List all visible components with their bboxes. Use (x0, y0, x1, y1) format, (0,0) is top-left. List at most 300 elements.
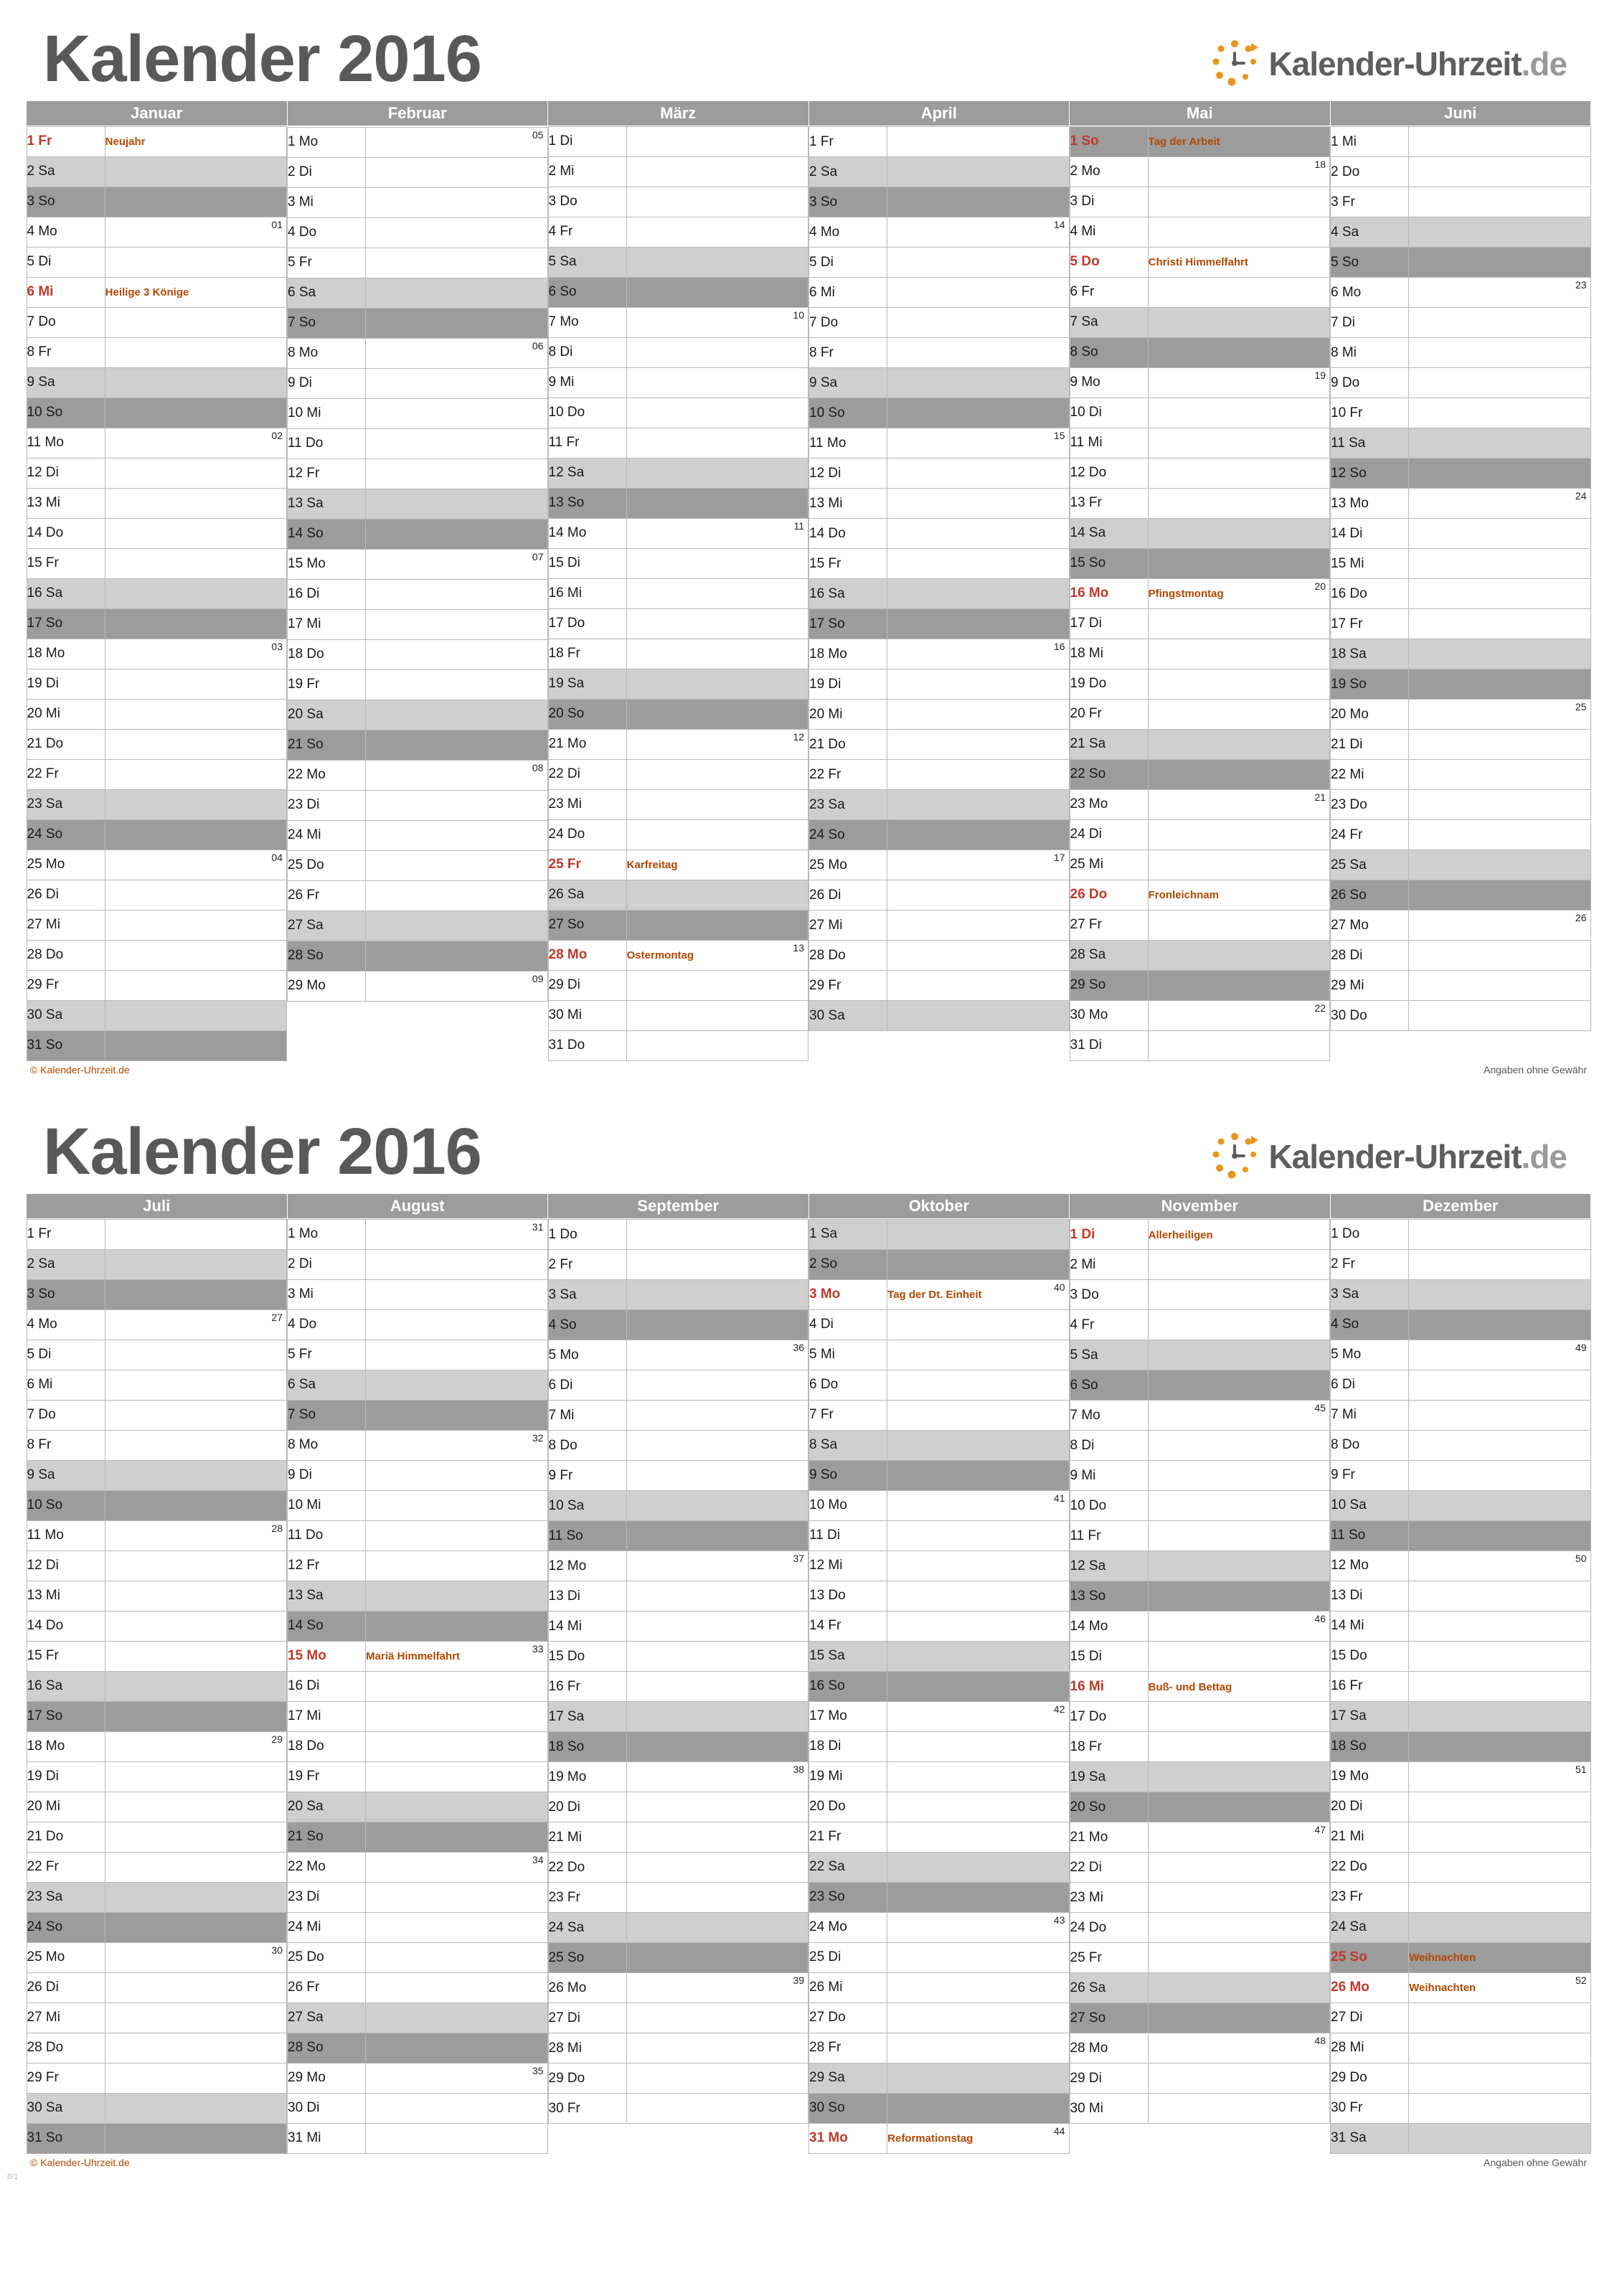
day-note-cell[interactable] (366, 1309, 547, 1340)
day-note-cell[interactable] (1148, 247, 1329, 277)
day-row[interactable] (809, 248, 1070, 278)
day-row[interactable] (1070, 217, 1330, 247)
day-note-cell[interactable] (626, 1642, 808, 1672)
day-row[interactable] (1070, 307, 1330, 337)
day-row[interactable] (809, 669, 1070, 700)
day-row[interactable] (548, 1220, 808, 1250)
day-note-cell[interactable] (626, 940, 808, 970)
day-note-cell[interactable] (887, 2093, 1069, 2123)
day-row[interactable] (1331, 1972, 1591, 2003)
day-note-cell[interactable] (1148, 1521, 1329, 1551)
day-note-cell[interactable] (887, 1340, 1069, 1370)
day-row[interactable] (809, 278, 1070, 308)
day-row[interactable] (1070, 669, 1330, 699)
day-row[interactable] (809, 1972, 1070, 2003)
day-note-cell[interactable] (1148, 1612, 1329, 1642)
day-row[interactable] (548, 367, 808, 397)
day-row[interactable] (1331, 1219, 1591, 1249)
day-row[interactable] (1070, 1702, 1330, 1732)
day-row[interactable] (27, 2063, 287, 2093)
day-row[interactable] (1331, 2063, 1591, 2093)
day-row[interactable] (27, 850, 287, 880)
day-note-cell[interactable] (1148, 2064, 1329, 2094)
day-note-cell[interactable] (626, 458, 808, 488)
day-row[interactable] (809, 1430, 1070, 1460)
day-row[interactable] (27, 1309, 287, 1340)
day-row[interactable] (548, 1491, 808, 1521)
day-row[interactable] (548, 1762, 808, 1792)
day-row[interactable] (1070, 187, 1330, 217)
day-note-cell[interactable] (105, 488, 286, 518)
day-note-cell[interactable] (626, 1370, 808, 1401)
day-row[interactable] (548, 458, 808, 488)
day-row[interactable] (288, 1731, 548, 1761)
day-note-cell[interactable] (887, 248, 1069, 278)
day-row[interactable] (1070, 1431, 1330, 1461)
day-note-cell[interactable] (105, 548, 286, 578)
day-row[interactable] (1331, 609, 1591, 639)
day-row[interactable] (288, 971, 548, 1001)
day-row[interactable] (27, 1340, 287, 1370)
day-note-cell[interactable] (105, 1430, 286, 1460)
day-note-cell[interactable] (887, 820, 1069, 850)
day-note-cell[interactable] (105, 1852, 286, 1882)
day-note-cell[interactable] (626, 2064, 808, 2094)
day-note-cell[interactable] (105, 639, 286, 669)
day-note-cell[interactable] (626, 307, 808, 337)
day-row[interactable] (288, 1761, 548, 1792)
day-row[interactable] (288, 1942, 548, 1972)
day-row[interactable] (27, 1882, 287, 1912)
day-row[interactable] (27, 2033, 287, 2063)
day-row[interactable] (1070, 1822, 1330, 1853)
day-note-cell[interactable] (887, 941, 1069, 971)
day-row[interactable] (1070, 1461, 1330, 1491)
day-row[interactable] (548, 1280, 808, 1310)
day-note-cell[interactable] (366, 1219, 547, 1249)
day-row[interactable] (809, 1581, 1070, 1611)
day-row[interactable] (27, 1761, 287, 1792)
day-row[interactable] (809, 1641, 1070, 1671)
day-row[interactable] (288, 1671, 548, 1701)
day-row[interactable] (288, 1882, 548, 1912)
day-note-cell[interactable] (1409, 1001, 1590, 1031)
day-note-cell[interactable] (366, 700, 547, 730)
day-note-cell[interactable] (626, 367, 808, 397)
day-row[interactable] (27, 759, 287, 789)
day-note-cell[interactable] (1148, 880, 1329, 910)
day-row[interactable] (1331, 1490, 1591, 1520)
day-note-cell[interactable] (626, 247, 808, 277)
day-note-cell[interactable] (1148, 518, 1329, 548)
day-note-cell[interactable] (887, 1792, 1069, 1822)
day-note-cell[interactable] (105, 156, 286, 187)
day-row[interactable] (27, 1942, 287, 1972)
day-note-cell[interactable] (1409, 127, 1590, 157)
day-row[interactable] (27, 1460, 287, 1490)
day-note-cell[interactable] (626, 2033, 808, 2064)
day-row[interactable] (1070, 1000, 1330, 1030)
day-note-cell[interactable] (366, 1671, 547, 1701)
day-row[interactable] (27, 1972, 287, 2003)
day-row[interactable] (1070, 458, 1330, 488)
day-note-cell[interactable] (1148, 1280, 1329, 1310)
day-note-cell[interactable] (366, 880, 547, 911)
day-note-cell[interactable] (1148, 458, 1329, 488)
day-row[interactable] (809, 2003, 1070, 2033)
day-note-cell[interactable] (1148, 307, 1329, 337)
day-note-cell[interactable] (1148, 639, 1329, 669)
day-row[interactable] (288, 489, 548, 519)
day-row[interactable] (548, 1943, 808, 1973)
day-note-cell[interactable] (626, 1250, 808, 1280)
day-note-cell[interactable] (105, 337, 286, 367)
day-note-cell[interactable] (366, 941, 547, 971)
day-note-cell[interactable] (366, 1370, 547, 1400)
day-note-cell[interactable] (887, 971, 1069, 1001)
day-note-cell[interactable] (887, 609, 1069, 639)
day-row[interactable] (548, 2033, 808, 2064)
day-note-cell[interactable] (1409, 519, 1590, 549)
day-row[interactable] (288, 1249, 548, 1279)
day-row[interactable] (548, 699, 808, 729)
day-note-cell[interactable] (366, 338, 547, 368)
day-note-cell[interactable] (1409, 489, 1590, 519)
day-row[interactable] (1331, 1852, 1591, 1882)
day-row[interactable] (288, 1611, 548, 1641)
day-note-cell[interactable] (366, 489, 547, 519)
day-note-cell[interactable] (887, 398, 1069, 428)
day-note-cell[interactable] (1148, 1401, 1329, 1431)
day-note-cell[interactable] (626, 1581, 808, 1612)
day-note-cell[interactable] (1148, 217, 1329, 247)
day-row[interactable] (27, 1430, 287, 1460)
day-note-cell[interactable] (105, 1611, 286, 1641)
day-note-cell[interactable] (1148, 1913, 1329, 1943)
day-note-cell[interactable] (626, 789, 808, 819)
day-row[interactable] (288, 187, 548, 217)
day-note-cell[interactable] (887, 519, 1069, 549)
day-row[interactable] (27, 217, 287, 247)
day-row[interactable] (1331, 1761, 1591, 1792)
day-note-cell[interactable] (626, 277, 808, 307)
day-row[interactable] (809, 850, 1070, 880)
day-row[interactable] (1331, 1641, 1591, 1671)
day-row[interactable] (548, 428, 808, 458)
day-row[interactable] (288, 2003, 548, 2033)
day-row[interactable] (809, 458, 1070, 489)
day-note-cell[interactable] (1409, 1731, 1590, 1761)
day-row[interactable] (809, 398, 1070, 428)
day-row[interactable] (809, 428, 1070, 458)
day-note-cell[interactable] (626, 1491, 808, 1521)
day-note-cell[interactable] (1148, 970, 1329, 1000)
day-note-cell[interactable] (887, 1400, 1069, 1430)
day-note-cell[interactable] (1148, 1431, 1329, 1461)
day-note-cell[interactable] (366, 1972, 547, 2003)
day-note-cell[interactable] (1409, 2123, 1590, 2153)
day-row[interactable] (548, 1792, 808, 1822)
day-row[interactable] (548, 639, 808, 669)
day-note-cell[interactable] (626, 1521, 808, 1551)
day-note-cell[interactable] (1409, 2033, 1590, 2063)
day-row[interactable] (288, 1972, 548, 2003)
day-note-cell[interactable] (105, 1460, 286, 1490)
day-row[interactable] (27, 1279, 287, 1309)
day-note-cell[interactable] (1409, 398, 1590, 428)
day-note-cell[interactable] (366, 368, 547, 398)
day-row[interactable] (1331, 820, 1591, 850)
day-row[interactable] (548, 1913, 808, 1943)
day-note-cell[interactable] (105, 699, 286, 729)
day-note-cell[interactable] (366, 911, 547, 941)
day-row[interactable] (809, 187, 1070, 217)
day-row[interactable] (27, 1551, 287, 1581)
day-note-cell[interactable] (1409, 609, 1590, 639)
day-note-cell[interactable] (366, 248, 547, 278)
day-row[interactable] (548, 1030, 808, 1060)
day-row[interactable] (1070, 337, 1330, 367)
day-row[interactable] (288, 1912, 548, 1942)
day-row[interactable] (809, 1551, 1070, 1581)
day-note-cell[interactable] (1409, 278, 1590, 308)
day-row[interactable] (288, 127, 548, 157)
day-note-cell[interactable] (887, 1731, 1069, 1761)
day-row[interactable] (1331, 1822, 1591, 1852)
day-row[interactable] (1331, 850, 1591, 880)
day-note-cell[interactable] (1148, 1943, 1329, 1973)
day-note-cell[interactable] (105, 1219, 286, 1249)
day-note-cell[interactable] (105, 759, 286, 789)
day-row[interactable] (809, 579, 1070, 609)
day-row[interactable] (1070, 759, 1330, 789)
day-row[interactable] (809, 1611, 1070, 1641)
day-note-cell[interactable] (1409, 1249, 1590, 1279)
day-note-cell[interactable] (887, 308, 1069, 338)
day-note-cell[interactable] (1409, 850, 1590, 880)
day-note-cell[interactable] (626, 1431, 808, 1461)
day-row[interactable] (288, 609, 548, 639)
day-row[interactable] (548, 247, 808, 277)
day-row[interactable] (27, 1641, 287, 1671)
day-note-cell[interactable] (1409, 338, 1590, 368)
day-note-cell[interactable] (1409, 458, 1590, 489)
day-note-cell[interactable] (366, 1641, 547, 1671)
day-row[interactable] (809, 1490, 1070, 1520)
day-row[interactable] (1070, 699, 1330, 729)
day-note-cell[interactable] (1148, 1250, 1329, 1280)
day-row[interactable] (1070, 1340, 1330, 1370)
day-note-cell[interactable] (1148, 1853, 1329, 1883)
day-note-cell[interactable] (1148, 940, 1329, 970)
day-note-cell[interactable] (626, 1310, 808, 1340)
day-note-cell[interactable] (366, 157, 547, 187)
day-note-cell[interactable] (626, 1853, 808, 1883)
day-note-cell[interactable] (105, 729, 286, 759)
day-row[interactable] (1331, 1430, 1591, 1460)
day-row[interactable] (288, 428, 548, 458)
day-note-cell[interactable] (1148, 277, 1329, 307)
day-note-cell[interactable] (1409, 1309, 1590, 1340)
day-note-cell[interactable] (1409, 1611, 1590, 1641)
day-note-cell[interactable] (1409, 1792, 1590, 1822)
day-note-cell[interactable] (1148, 156, 1329, 187)
day-note-cell[interactable] (626, 488, 808, 518)
day-note-cell[interactable] (105, 277, 286, 307)
day-row[interactable] (1331, 1671, 1591, 1701)
day-row[interactable] (27, 2003, 287, 2033)
day-row[interactable] (27, 156, 287, 187)
day-row[interactable] (1331, 1001, 1591, 1031)
day-row[interactable] (1331, 368, 1591, 398)
day-note-cell[interactable] (626, 729, 808, 759)
day-row[interactable] (27, 699, 287, 729)
day-row[interactable] (1070, 608, 1330, 639)
day-row[interactable] (27, 910, 287, 940)
day-note-cell[interactable] (366, 760, 547, 790)
day-note-cell[interactable] (105, 2063, 286, 2093)
day-note-cell[interactable] (1148, 1000, 1329, 1030)
day-note-cell[interactable] (105, 1370, 286, 1400)
day-row[interactable] (809, 1912, 1070, 1942)
day-row[interactable] (1070, 729, 1330, 759)
day-note-cell[interactable] (1409, 1822, 1590, 1852)
day-note-cell[interactable] (1148, 548, 1329, 578)
day-note-cell[interactable] (626, 1732, 808, 1762)
day-row[interactable] (548, 277, 808, 307)
day-row[interactable] (1070, 548, 1330, 578)
day-row[interactable] (27, 1731, 287, 1761)
day-note-cell[interactable] (626, 1762, 808, 1792)
day-row[interactable] (809, 1792, 1070, 1822)
day-note-cell[interactable] (626, 2003, 808, 2033)
day-row[interactable] (27, 1822, 287, 1852)
day-row[interactable] (27, 578, 287, 608)
day-note-cell[interactable] (105, 217, 286, 247)
day-note-cell[interactable] (366, 127, 547, 157)
day-row[interactable] (1331, 519, 1591, 549)
day-row[interactable] (1070, 2064, 1330, 2094)
day-row[interactable] (1331, 1309, 1591, 1340)
day-note-cell[interactable] (887, 1370, 1069, 1400)
day-row[interactable] (288, 760, 548, 790)
day-note-cell[interactable] (366, 730, 547, 760)
day-note-cell[interactable] (105, 880, 286, 910)
day-note-cell[interactable] (366, 308, 547, 338)
day-note-cell[interactable] (1409, 820, 1590, 850)
day-note-cell[interactable] (887, 1219, 1069, 1249)
day-row[interactable] (288, 2093, 548, 2123)
day-row[interactable] (1331, 1460, 1591, 1490)
day-note-cell[interactable] (1409, 941, 1590, 971)
day-note-cell[interactable] (626, 1913, 808, 1943)
day-row[interactable] (1070, 940, 1330, 970)
day-row[interactable] (27, 1611, 287, 1641)
day-note-cell[interactable] (1148, 850, 1329, 880)
day-row[interactable] (809, 1400, 1070, 1430)
day-row[interactable] (809, 127, 1070, 157)
day-row[interactable] (1070, 1581, 1330, 1612)
day-row[interactable] (809, 1340, 1070, 1370)
day-row[interactable] (288, 730, 548, 760)
day-row[interactable] (27, 789, 287, 819)
day-row[interactable] (27, 548, 287, 578)
day-note-cell[interactable] (1148, 910, 1329, 940)
day-note-cell[interactable] (626, 518, 808, 548)
day-row[interactable] (288, 1822, 548, 1852)
day-row[interactable] (1070, 1762, 1330, 1792)
day-row[interactable] (1070, 819, 1330, 850)
day-row[interactable] (1331, 790, 1591, 820)
day-row[interactable] (1070, 910, 1330, 940)
day-note-cell[interactable] (1148, 1491, 1329, 1521)
day-row[interactable] (548, 578, 808, 608)
day-note-cell[interactable] (887, 1581, 1069, 1611)
day-note-cell[interactable] (1148, 1310, 1329, 1340)
day-row[interactable] (1070, 518, 1330, 548)
day-note-cell[interactable] (366, 398, 547, 428)
day-row[interactable] (1331, 971, 1591, 1001)
day-note-cell[interactable] (626, 910, 808, 940)
day-row[interactable] (1331, 911, 1591, 941)
day-note-cell[interactable] (626, 639, 808, 669)
day-note-cell[interactable] (887, 1490, 1069, 1520)
day-row[interactable] (809, 730, 1070, 760)
day-row[interactable] (548, 156, 808, 187)
day-row[interactable] (548, 488, 808, 518)
day-note-cell[interactable] (887, 127, 1069, 157)
day-row[interactable] (1070, 1280, 1330, 1310)
day-note-cell[interactable] (1409, 669, 1590, 700)
day-note-cell[interactable] (1409, 730, 1590, 760)
day-note-cell[interactable] (1409, 308, 1590, 338)
day-row[interactable] (1331, 1520, 1591, 1551)
day-note-cell[interactable] (366, 579, 547, 609)
day-note-cell[interactable] (626, 187, 808, 217)
day-row[interactable] (1070, 1220, 1330, 1250)
day-row[interactable] (809, 489, 1070, 519)
day-row[interactable] (288, 157, 548, 187)
day-note-cell[interactable] (366, 1460, 547, 1490)
day-row[interactable] (1331, 1912, 1591, 1942)
day-note-cell[interactable] (1148, 187, 1329, 217)
day-row[interactable] (1070, 277, 1330, 307)
day-note-cell[interactable] (887, 157, 1069, 187)
day-row[interactable] (27, 277, 287, 307)
day-row[interactable] (1331, 2093, 1591, 2123)
day-note-cell[interactable] (887, 1551, 1069, 1581)
day-note-cell[interactable] (105, 247, 286, 277)
day-row[interactable] (27, 1701, 287, 1731)
day-row[interactable] (809, 1460, 1070, 1490)
day-row[interactable] (548, 1461, 808, 1491)
day-note-cell[interactable] (366, 1792, 547, 1822)
day-row[interactable] (548, 1702, 808, 1732)
day-note-cell[interactable] (1409, 217, 1590, 248)
day-note-cell[interactable] (626, 850, 808, 880)
day-note-cell[interactable] (366, 458, 547, 489)
day-row[interactable] (809, 760, 1070, 790)
day-note-cell[interactable] (105, 970, 286, 1000)
day-note-cell[interactable] (887, 549, 1069, 579)
day-note-cell[interactable] (366, 639, 547, 669)
day-note-cell[interactable] (105, 397, 286, 428)
day-row[interactable] (1331, 428, 1591, 458)
day-row[interactable] (288, 911, 548, 941)
day-note-cell[interactable] (105, 1942, 286, 1972)
day-row[interactable] (27, 307, 287, 337)
day-note-cell[interactable] (366, 820, 547, 850)
